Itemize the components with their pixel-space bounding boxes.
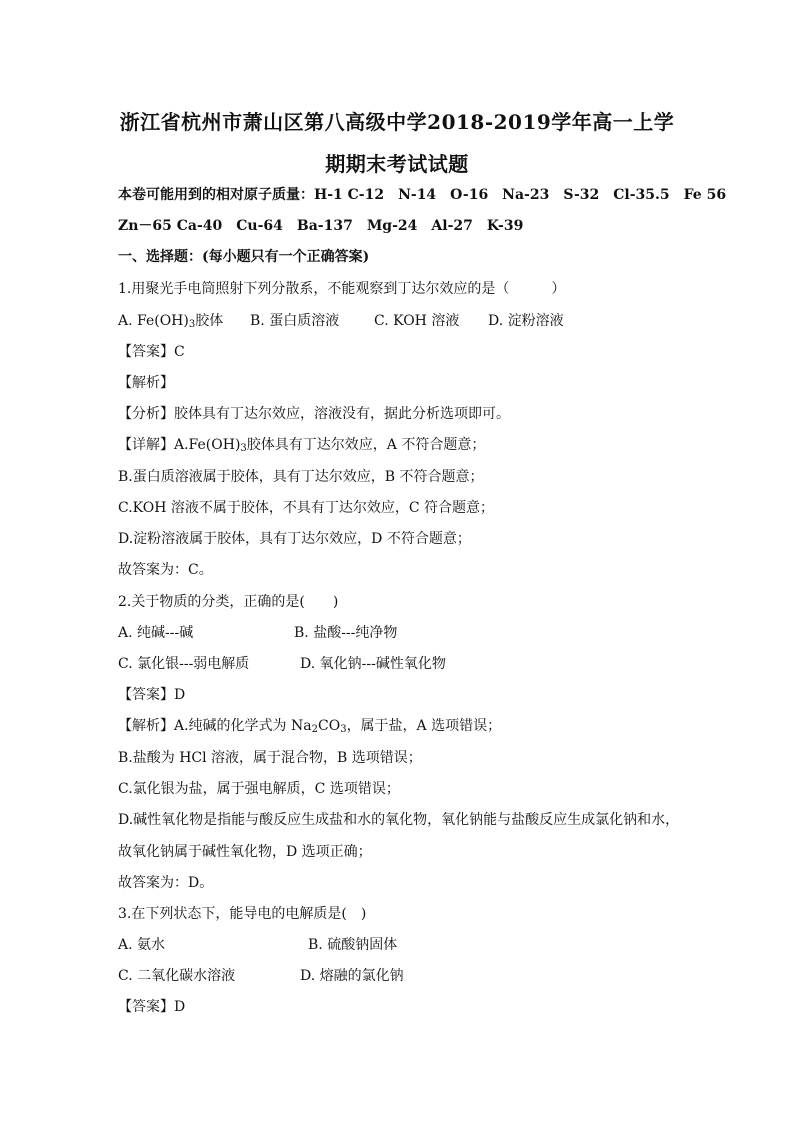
question-1-option-c: C. KOH 溶液 [374, 313, 460, 329]
question-3-answer: 【答案】D [118, 999, 186, 1015]
question-2-stem: 2.关于物质的分类，正确的是( ) [118, 594, 339, 610]
section-heading: 一、选择题：(每小题只有一个正确答案) [118, 249, 370, 265]
question-2-analysis-c: C.氯化银为盐，属于强电解质，C 选项错误； [118, 781, 400, 797]
document-title-line-1: 浙江省杭州市萧山区第八高级中学2018-2019学年高一上学 [119, 110, 675, 134]
question-3-option-a: A. 氨水 [118, 937, 166, 953]
question-1-analysis: 【分析】胶体具有丁达尔效应，溶液没有，据此分析选项即可。 [118, 406, 510, 422]
question-2-analysis-b: B.盐酸为 HCl 溶液，属于混合物，B 选项错误； [118, 750, 422, 766]
question-3-option-d: D. 熔融的氯化钠 [300, 968, 404, 984]
question-1-answer: 【答案】C [118, 344, 185, 360]
question-2-analysis-d-line-1: D.碱性氧化物是指能与酸反应生成盐和水的氧化物，氧化钠能与盐酸反应生成氯化钠和水， [118, 812, 680, 828]
question-2-option-c: C. 氯化银---弱电解质 [118, 656, 250, 672]
question-1-analysis-heading: 【解析】 [118, 375, 174, 391]
question-1-detail-c: C.KOH 溶液不属于胶体，不具有丁达尔效应，C 符合题意； [118, 500, 495, 516]
question-3-options-row-2 [118, 969, 518, 985]
question-1-option-b: B. 蛋白质溶液 [250, 313, 340, 329]
question-2-answer: 【答案】D [118, 687, 186, 703]
question-1-option-a: A. $Fe(OH)_3$胶体 [118, 313, 224, 330]
question-1-option-d: D. 淀粉溶液 [488, 313, 564, 329]
question-2-options-row-2 [118, 657, 518, 673]
atomic-mass-line-2: Zn－65 Ca-40 Cu-64 Ba-137 Mg-24 Al-27 K-39 [118, 218, 524, 234]
question-3-options-row-1 [118, 938, 518, 954]
atomic-mass-line-1: 本卷可能用到的相对原子质量：H-1 C-12 N-14 O-16 Na-23 S-32 Cl-35.5 Fe 56 [118, 187, 727, 203]
question-2-option-d: D. 氧化钠---碱性氧化物 [300, 656, 446, 672]
question-1-detail-b: B.蛋白质溶液属于胶体，具有丁达尔效应，B 不符合题意； [118, 469, 484, 485]
document-title-line-2: 期期末考试试题 [325, 152, 469, 176]
question-2-option-b: B. 盐酸---纯净物 [294, 625, 398, 641]
question-2-analysis-d-line-2: 故氧化钠属于碱性氧化物，D 选项正确； [118, 844, 372, 860]
question-1-detail-a: 【详解】$A.Fe(OH)_3$胶体具有丁达尔效应，A 不符合题意； [118, 437, 486, 454]
question-3-option-b: B. 硫酸钠固体 [308, 937, 398, 953]
question-2-option-a: A. 纯碱---碱 [118, 625, 194, 641]
question-2-analysis-a: 【解析】A.纯碱的化学式为 $Na_2CO_3$，属于盐，A 选项错误； [118, 718, 502, 735]
question-2-options-row-1 [118, 626, 518, 642]
question-1-detail-d: D.淀粉溶液属于胶体，具有丁达尔效应，D 不符合题意； [118, 531, 471, 547]
question-3-option-c: C. 二氧化碳水溶液 [118, 968, 236, 984]
question-2-conclusion: 故答案为：D。 [118, 875, 214, 891]
question-1-conclusion: 故答案为：C。 [118, 562, 213, 578]
question-3-stem: 3.在下列状态下，能导电的电解质是( ) [118, 906, 367, 922]
question-1-stem: 1.用聚光手电筒照射下列分散系，不能观察到丁达尔效应的是（ ） [118, 281, 566, 297]
question-1-options [118, 314, 618, 330]
